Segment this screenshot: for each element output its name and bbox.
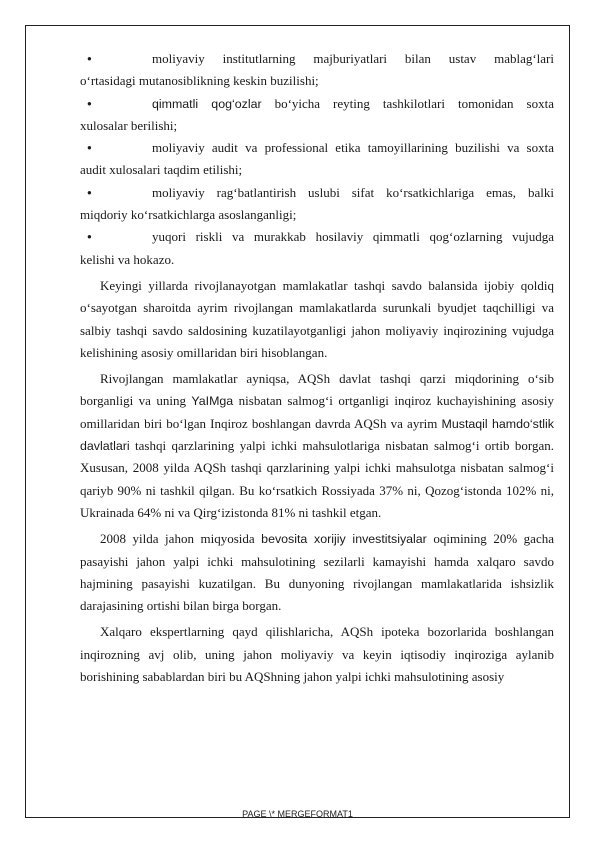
hyperlink-text[interactable]: YaIMga	[191, 394, 234, 409]
paragraph: Keyingi yillarda rivojlanayotgan mamlakatlar tashqi savdo balansida ijobiy qoldiq o‘sayotgan sharoitda ayrim rivojlangan mamlakatlarda surunkali byudjet taqchilligi va salbiy tashqi savdo saldosining kuzatilayotganligi jahon moliyaviy inqirozining vujudga kelishining asosiy omillaridan biri hisoblangan.	[80, 277, 554, 360]
bullet-icon: ●	[87, 187, 92, 197]
list-item-continuation: audit xulosalari taqdim etilishi;	[80, 162, 243, 178]
list-item-text: moliyaviy audit va professional etika tamoyillarining buzilishi va soxta	[152, 140, 554, 156]
bullet-icon: ●	[87, 143, 92, 153]
bullet-icon: ●	[87, 232, 92, 242]
paragraph-text: nisbatan salmog‘i ortganligi inqiroz kuchayishining asosiy omillaridan biri bo‘lgan Inqiroz boshlangan davrda AQSh va ayrim	[80, 393, 554, 431]
hyperlink-text[interactable]: bevosita xorijiy investitsiyalar	[261, 532, 427, 547]
list-item	[80, 93, 554, 138]
paragraph-text: tashqi qarzlarining yalpi ichki mahsulotlariga nisbatan salmog‘i ortib borgan. Xususan, 2008 yilda AQSh tashqi qarzlarining yalpi ichki mahsulotga nisbatan salmog‘i qariyb 90% ni tashkil qilgan. Bu ko‘rsatkich Rossiyada 37% ni, Qozog‘istonda 102% ni, Ukrainada 64% ni va Qirg‘izistonda 81% ni tashkil etgan.	[80, 438, 554, 520]
list-item-text	[152, 93, 554, 115]
hyperlink-text[interactable]: qimmatli qog‘ozlar	[152, 96, 262, 111]
paragraph-text: 2008 yilda jahon miqyosida	[100, 531, 262, 547]
list-item-continuation: o‘rtasidagi mutanosiblikning keskin buzilishi;	[80, 73, 319, 89]
list-item-continuation: xulosalar berilishi;	[80, 117, 178, 133]
document-body	[80, 48, 554, 688]
list-item-continuation: miqdoriy ko‘rsatkichlarga asoslanganligi;	[80, 207, 297, 223]
bullet-icon: ●	[87, 98, 92, 108]
list-item	[80, 137, 554, 182]
page-footer: PAGE \* MERGEFORMAT1	[242, 809, 353, 819]
list-item-text: moliyaviy institutlarning majburiyatlari bilan ustav mablag‘lari	[152, 51, 554, 66]
list-item	[80, 182, 554, 227]
paragraph-text: Rivojlangan mamlakatlar ayniqsa, AQSh davlat tashqi qarzi miqdorining o‘sib borganligi va uning	[80, 371, 554, 409]
paragraph	[80, 528, 554, 617]
list-item	[80, 226, 554, 271]
list-item-continuation: kelishi va hokazo.	[80, 251, 175, 267]
hyperlink-text[interactable]: Mustaqil hamdo‘stlik davlatlari	[80, 416, 554, 454]
list-item-text: yuqori riskli va murakkab hosilaviy qimmatli qog‘ozlarning vujudga	[152, 229, 554, 245]
list-item-text-rest: bo‘yicha reyting tashkilotlari tomonidan soxta	[261, 95, 554, 111]
list-item-text: moliyaviy rag‘batlantirish uslubi sifat ko‘rsatkichlariga emas, balki	[152, 184, 554, 200]
paragraph	[80, 368, 554, 524]
paragraph: Xalqaro ekspertlarning qayd qilishlaricha, AQSh ipoteka bozorlarida boshlangan inqirozning avj olib, uning jahon moliyaviy va keyin iqtisodiy inqiroziga aylanib borishining sabablardan biri bu AQShning jahon yalpi ichki mahsulotining asosiy	[80, 624, 554, 685]
paragraph-text: oqimining 20% gacha pasayishi jahon yalpi ichki mahsulotining sezilarli kamayishi hamda xalqaro savdo hajmining pasayishi kuzatilgan. Bu dunyoning rivojlangan mamlakatlarida ishsizlik darajasining ortishi bilan birga borgan.	[80, 531, 554, 614]
bullet-icon: ●	[87, 54, 92, 63]
list-item	[80, 48, 554, 93]
